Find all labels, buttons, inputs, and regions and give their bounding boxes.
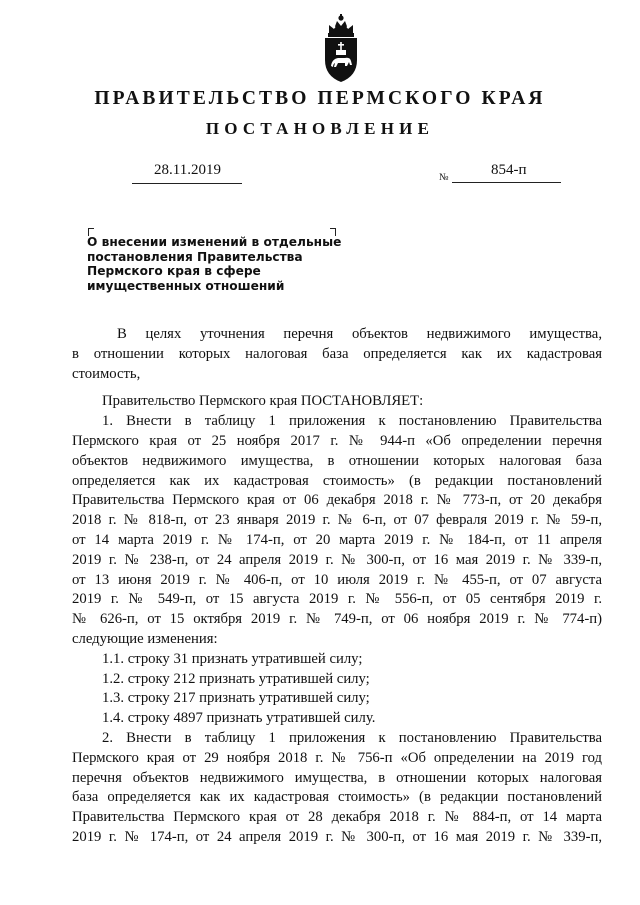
paragraph-1-line: от 14 марта 2019 г. № 174-п, от 20 марта 2019 г. № 184-п, от 11 апреля [72, 531, 602, 548]
paragraph-1-line: от 13 июня 2019 г. № 406-п, от 10 июля 2019 г. № 455-п, от 07 августа [72, 571, 602, 588]
paragraph-1-line: 2018 г. № 818-п, от 23 января 2019 г. № 6-п, от 07 февраля 2019 г. № 59-п, [72, 512, 602, 529]
paragraph-1-line: Пермского края от 25 ноября 2017 г. № 944-п «Об определении перечня [72, 432, 602, 449]
organization-title: ПРАВИТЕЛЬСТВО ПЕРМСКОГО КРАЯ [94, 88, 546, 109]
paragraph-1-line: 1. Внести в таблицу 1 приложения к постановлению Правительства [102, 413, 602, 430]
paragraph-2-line: 2019 г. № 174-п, от 24 апреля 2019 г. № 300-п, от 16 мая 2019 г. № 339-п, [72, 828, 602, 845]
preamble-line: В целях уточнения перечня объектов недвижимого имущества, [117, 326, 602, 342]
paragraph-1-line: следующие изменения: [72, 630, 218, 647]
subject-line: постановления Правительства [87, 249, 303, 264]
sub-item: 1.4. строку 4897 признать утратившей силу. [102, 710, 376, 727]
date-underline [132, 183, 242, 184]
sub-item: 1.1. строку 31 признать утратившей силу; [102, 650, 363, 667]
document-subject [87, 235, 357, 294]
subject-line: Пермского края в сфере [87, 264, 261, 279]
document-body [72, 325, 602, 848]
document-date: 28.11.2019 [154, 162, 221, 178]
subject-line: имущественных отношений [87, 279, 285, 294]
sub-item: 1.2. строку 212 признать утратившей силу; [102, 670, 370, 687]
preamble-line: стоимость, [72, 365, 141, 382]
paragraph-2-line: перечня объектов недвижимого имущества, в отношении которых налоговая [72, 769, 602, 786]
paragraph-1-line: № 626-п, от 15 октября 2019 г. № 749-п, от 06 ноября 2019 г. № 774-п) [72, 611, 602, 628]
subject-line: О внесении изменений в отдельные [87, 235, 342, 249]
number-sign: № [439, 172, 449, 183]
paragraph-1-line: 2019 г. № 238-п, от 24 апреля 2019 г. № 300-п, от 16 мая 2019 г. № 339-п, [72, 551, 602, 568]
sub-item: 1.3. строку 217 признать утратившей силу; [102, 690, 370, 707]
paragraph-1-line: определяется как их кадастровая стоимость» (в редакции постановлений [72, 472, 602, 489]
paragraph-2-line: Пермского края от 29 ноября 2018 г. № 756-п «Об определении на 2019 год [72, 749, 602, 766]
paragraph-2-line: Правительства Пермского края от 28 декабря 2018 г. № 884-п, от 14 марта [72, 809, 602, 826]
preamble-line: в отношении которых налоговая база определяется как их кадастровая [72, 345, 602, 362]
document-type: ПОСТАНОВЛЕНИЕ [205, 119, 435, 138]
paragraph-2-line: 2. Внести в таблицу 1 приложения к постановлению Правительства [102, 729, 602, 746]
paragraph-1-line: 2019 г. № 549-п, от 15 августа 2019 г. № 556-п, от 05 сентября 2019 г. [72, 591, 602, 608]
paragraph-2-line: база определяется как их кадастровая стоимость» (в редакции постановлений [72, 789, 602, 806]
paragraph-1-line: Правительства Пермского края от 06 декабря 2018 г. № 773-п, от 20 декабря [72, 492, 602, 509]
resolves-line: Правительство Пермского края ПОСТАНОВЛЯЕТ: [102, 393, 424, 410]
coat-of-arms-icon [321, 14, 361, 84]
paragraph-1-line: объектов недвижимого имущества, в отношении которых налоговая база [72, 452, 602, 469]
document-number: 854-п [491, 162, 527, 178]
number-underline [452, 182, 561, 183]
